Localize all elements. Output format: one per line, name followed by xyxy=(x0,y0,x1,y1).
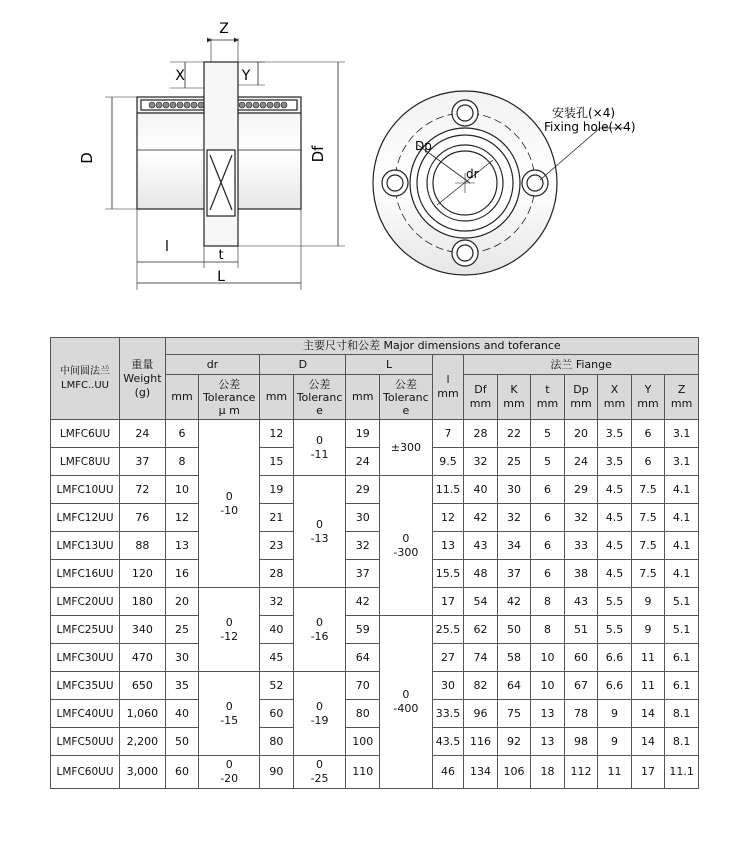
cell-X: 6.6 xyxy=(598,644,632,672)
col-X-unit: mm xyxy=(603,397,626,410)
col-l xyxy=(432,355,463,420)
tol-D-5 xyxy=(293,756,346,789)
cell-model: LMFC6UU xyxy=(51,420,120,448)
cell-weight: 3,000 xyxy=(120,756,166,789)
table-row xyxy=(51,756,699,789)
dimensions-table xyxy=(50,337,699,789)
cell-Df: 48 xyxy=(464,560,498,588)
model-header xyxy=(51,338,120,420)
col-dr-tol xyxy=(199,375,260,420)
col-dr-mm: mm xyxy=(165,375,199,420)
cell-l: 25.5 xyxy=(432,616,463,644)
tol-D-4-upper: 0 xyxy=(316,699,324,713)
cell-Df: 96 xyxy=(464,700,498,728)
table-row xyxy=(51,616,699,644)
cell-K: 30 xyxy=(497,476,531,504)
cell-model: LMFC8UU xyxy=(51,448,120,476)
cell-dr: 13 xyxy=(165,532,199,560)
annotation-en: Fixing hole(×4) xyxy=(544,120,636,134)
cell-weight: 72 xyxy=(120,476,166,504)
tol-D-3-lower: -16 xyxy=(310,629,329,643)
cell-X: 11 xyxy=(598,756,632,789)
cell-t: 8 xyxy=(531,588,565,616)
col-l-unit: mm xyxy=(437,387,459,400)
tol-D-5-lower: -25 xyxy=(310,772,329,785)
label-dr: dr xyxy=(466,167,479,181)
side-view xyxy=(105,38,345,290)
cell-Z: 6.1 xyxy=(665,644,699,672)
tol-dr-3-upper: 0 xyxy=(225,699,233,713)
cell-Dp: 78 xyxy=(564,700,598,728)
cell-t: 18 xyxy=(531,756,565,789)
cell-weight: 24 xyxy=(120,420,166,448)
table-row xyxy=(51,476,699,504)
cell-weight: 76 xyxy=(120,504,166,532)
cell-Df: 40 xyxy=(464,476,498,504)
cell-dr: 20 xyxy=(165,588,199,616)
group-flange: 法兰 Fiange xyxy=(464,355,699,375)
label-d: D xyxy=(78,152,96,164)
cell-Dp: 20 xyxy=(564,420,598,448)
tol-dr-4-lower: -20 xyxy=(220,772,239,785)
cell-Y: 7.5 xyxy=(631,532,665,560)
cell-D: 21 xyxy=(260,504,294,532)
table-row xyxy=(51,588,699,616)
cell-model: LMFC35UU xyxy=(51,672,120,700)
col-D-mm: mm xyxy=(260,375,294,420)
cell-X: 4.5 xyxy=(598,532,632,560)
cell-K: 58 xyxy=(497,644,531,672)
col-l-name: l xyxy=(446,373,450,386)
col-t-name: t xyxy=(545,383,550,396)
cell-Df: 32 xyxy=(464,448,498,476)
group-D: D xyxy=(260,355,346,375)
cell-t: 6 xyxy=(531,504,565,532)
cell-weight: 340 xyxy=(120,616,166,644)
cell-model: LMFC30UU xyxy=(51,644,120,672)
tol-dr-4-upper: 0 xyxy=(225,758,233,771)
weight-header-cn: 重量 xyxy=(131,357,154,371)
cell-D: 90 xyxy=(260,756,294,789)
group-L: L xyxy=(346,355,432,375)
col-X xyxy=(598,375,632,420)
cell-Z: 5.1 xyxy=(665,588,699,616)
cell-D: 28 xyxy=(260,560,294,588)
cell-D: 23 xyxy=(260,532,294,560)
cell-t: 13 xyxy=(531,728,565,756)
tol-D-2 xyxy=(293,476,346,588)
cell-l: 43.5 xyxy=(432,728,463,756)
cell-model: LMFC50UU xyxy=(51,728,120,756)
tol-L-2-upper: 0 xyxy=(402,531,410,545)
cell-Y: 9 xyxy=(631,616,665,644)
cell-L: 80 xyxy=(346,700,380,728)
cell-t: 10 xyxy=(531,644,565,672)
cell-Df: 134 xyxy=(464,756,498,789)
cell-model: LMFC16UU xyxy=(51,560,120,588)
cell-Dp: 112 xyxy=(564,756,598,789)
tol-dr-1-lower: -10 xyxy=(220,503,239,517)
label-t: t xyxy=(218,248,224,263)
tol-L-1 xyxy=(379,420,432,476)
tol-dr-2-lower: -12 xyxy=(220,629,239,643)
cell-X: 9 xyxy=(598,700,632,728)
col-K-name: K xyxy=(510,383,518,396)
cell-L: 100 xyxy=(346,728,380,756)
col-L-tol xyxy=(379,375,432,420)
col-Dp xyxy=(564,375,598,420)
col-Dp-name: Dp xyxy=(573,383,589,396)
cell-l: 17 xyxy=(432,588,463,616)
cell-model: LMFC12UU xyxy=(51,504,120,532)
cell-model: LMFC40UU xyxy=(51,700,120,728)
table-row xyxy=(51,504,699,532)
cell-L: 59 xyxy=(346,616,380,644)
annotation-cn: 安装孔(×4) xyxy=(552,106,616,120)
cell-dr: 50 xyxy=(165,728,199,756)
group-dr: dr xyxy=(165,355,259,375)
cell-l: 33.5 xyxy=(432,700,463,728)
cell-Dp: 43 xyxy=(564,588,598,616)
tol-D-3 xyxy=(293,588,346,672)
tol-L-en2: e xyxy=(402,403,410,417)
cell-weight: 1,060 xyxy=(120,700,166,728)
tol-dr-1 xyxy=(199,420,260,588)
cell-dr: 35 xyxy=(165,672,199,700)
cell-Df: 82 xyxy=(464,672,498,700)
dimensions-table-wrap xyxy=(50,337,699,789)
cell-Df: 42 xyxy=(464,504,498,532)
cell-dr: 40 xyxy=(165,700,199,728)
cell-Y: 9 xyxy=(631,588,665,616)
label-y: Y xyxy=(241,68,251,84)
cell-weight: 88 xyxy=(120,532,166,560)
cell-Dp: 60 xyxy=(564,644,598,672)
cell-Y: 6 xyxy=(631,420,665,448)
cell-X: 4.5 xyxy=(598,504,632,532)
cell-D: 19 xyxy=(260,476,294,504)
cell-D: 40 xyxy=(260,616,294,644)
col-Df-unit: mm xyxy=(469,397,492,410)
cell-l: 13 xyxy=(432,532,463,560)
cell-K: 32 xyxy=(497,504,531,532)
cell-Z: 3.1 xyxy=(665,448,699,476)
cell-L: 32 xyxy=(346,532,380,560)
col-Y-unit: mm xyxy=(637,397,659,410)
technical-drawing xyxy=(0,0,750,330)
cell-X: 3.5 xyxy=(598,448,632,476)
cell-D: 45 xyxy=(260,644,294,672)
table-row xyxy=(51,672,699,700)
cell-dr: 10 xyxy=(165,476,199,504)
table-row xyxy=(51,532,699,560)
cell-D: 12 xyxy=(260,420,294,448)
cell-dr: 12 xyxy=(165,504,199,532)
tol-D-en2: e xyxy=(316,403,323,417)
cell-X: 9 xyxy=(598,728,632,756)
cell-t: 13 xyxy=(531,700,565,728)
table-row xyxy=(51,560,699,588)
col-L-mm: mm xyxy=(346,375,380,420)
cell-X: 3.5 xyxy=(598,420,632,448)
cell-Y: 7.5 xyxy=(631,560,665,588)
cell-D: 15 xyxy=(260,448,294,476)
cell-model: LMFC13UU xyxy=(51,532,120,560)
cell-X: 5.5 xyxy=(598,616,632,644)
cell-Df: 74 xyxy=(464,644,498,672)
cell-Dp: 29 xyxy=(564,476,598,504)
col-Z-unit: mm xyxy=(670,397,693,410)
tol-D-4-lower: -19 xyxy=(310,713,329,727)
cell-weight: 470 xyxy=(120,644,166,672)
cell-l: 30 xyxy=(432,672,463,700)
col-Df xyxy=(464,375,498,420)
cell-dr: 30 xyxy=(165,644,199,672)
cell-weight: 180 xyxy=(120,588,166,616)
model-header-en: LMFC..UU xyxy=(61,379,109,391)
cell-t: 6 xyxy=(531,476,565,504)
cell-L: 64 xyxy=(346,644,380,672)
col-Z xyxy=(665,375,699,420)
cell-L: 30 xyxy=(346,504,380,532)
tol-dr-cn: 公差 xyxy=(218,377,241,391)
cell-D: 52 xyxy=(260,672,294,700)
cell-Dp: 33 xyxy=(564,532,598,560)
cell-l: 9.5 xyxy=(432,448,463,476)
table-row xyxy=(51,644,699,672)
cell-Dp: 24 xyxy=(564,448,598,476)
cell-dr: 8 xyxy=(165,448,199,476)
tol-D-3-upper: 0 xyxy=(316,615,324,629)
cell-weight: 37 xyxy=(120,448,166,476)
cell-L: 42 xyxy=(346,588,380,616)
cell-Dp: 98 xyxy=(564,728,598,756)
tol-dr-2 xyxy=(199,588,260,672)
cell-Z: 6.1 xyxy=(665,672,699,700)
table-row xyxy=(51,728,699,756)
cell-K: 25 xyxy=(497,448,531,476)
cell-K: 64 xyxy=(497,672,531,700)
cell-K: 42 xyxy=(497,588,531,616)
cell-D: 32 xyxy=(260,588,294,616)
cell-Y: 14 xyxy=(631,700,665,728)
cell-K: 92 xyxy=(497,728,531,756)
cell-X: 5.5 xyxy=(598,588,632,616)
weight-header-en: Weight xyxy=(123,371,162,385)
col-Dp-unit: mm xyxy=(570,397,592,410)
label-x: X xyxy=(175,68,185,84)
tol-dr-2-upper: 0 xyxy=(225,615,233,629)
cell-dr: 25 xyxy=(165,616,199,644)
cell-Y: 7.5 xyxy=(631,476,665,504)
cell-l: 11.5 xyxy=(432,476,463,504)
cell-t: 10 xyxy=(531,672,565,700)
cell-Dp: 38 xyxy=(564,560,598,588)
tol-dr-3-lower: -15 xyxy=(220,713,239,727)
cell-K: 22 xyxy=(497,420,531,448)
cell-X: 6.6 xyxy=(598,672,632,700)
cell-Df: 28 xyxy=(464,420,498,448)
label-dp: Dp xyxy=(415,139,432,153)
col-Df-name: Df xyxy=(474,383,487,396)
col-K xyxy=(497,375,531,420)
cell-t: 6 xyxy=(531,532,565,560)
cell-Y: 6 xyxy=(631,448,665,476)
cell-weight: 2,200 xyxy=(120,728,166,756)
cell-dr: 16 xyxy=(165,560,199,588)
cell-model: LMFC25UU xyxy=(51,616,120,644)
tol-L-3-lower: -400 xyxy=(393,702,419,715)
cell-t: 5 xyxy=(531,420,565,448)
cell-X: 4.5 xyxy=(598,476,632,504)
tol-D-2-lower: -13 xyxy=(310,531,329,545)
cell-Y: 11 xyxy=(631,672,665,700)
cell-Z: 4.1 xyxy=(665,532,699,560)
cell-L: 24 xyxy=(346,448,380,476)
tol-dr-4 xyxy=(199,756,260,789)
cell-Z: 11.1 xyxy=(665,756,699,789)
cell-K: 37 xyxy=(497,560,531,588)
cell-t: 6 xyxy=(531,560,565,588)
cell-model: LMFC60UU xyxy=(51,756,120,789)
col-D-tol xyxy=(293,375,346,420)
cell-Y: 14 xyxy=(631,728,665,756)
cell-Dp: 67 xyxy=(564,672,598,700)
label-df: Df xyxy=(309,145,327,163)
cell-weight: 650 xyxy=(120,672,166,700)
cell-X: 4.5 xyxy=(598,560,632,588)
cell-Z: 8.1 xyxy=(665,728,699,756)
tol-dr-1-upper: 0 xyxy=(225,489,233,503)
cell-l: 15.5 xyxy=(432,560,463,588)
drawing-svg xyxy=(0,0,750,330)
cell-K: 34 xyxy=(497,532,531,560)
cell-dr: 60 xyxy=(165,756,199,789)
cell-dr: 6 xyxy=(165,420,199,448)
tol-L-2-lower: -300 xyxy=(393,545,419,559)
tol-L-3 xyxy=(379,616,432,789)
col-t xyxy=(531,375,565,420)
tol-dr-3 xyxy=(199,672,260,756)
tol-D-en: Toleranc xyxy=(296,390,343,404)
label-l-small: l xyxy=(165,239,169,255)
table-title: 主要尺寸和公差 Major dimensions and toferance xyxy=(165,338,698,355)
tol-L-cn: 公差 xyxy=(394,377,417,391)
cell-Z: 8.1 xyxy=(665,700,699,728)
label-l-big: L xyxy=(217,269,225,285)
model-header-cn: 中间圆法兰 xyxy=(60,365,111,377)
cell-model: LMFC10UU xyxy=(51,476,120,504)
weight-header-unit: (g) xyxy=(134,385,151,399)
col-Z-name: Z xyxy=(677,383,686,396)
cell-Z: 4.1 xyxy=(665,476,699,504)
col-Y xyxy=(631,375,665,420)
cell-Df: 62 xyxy=(464,616,498,644)
table-row xyxy=(51,448,699,476)
cell-Z: 5.1 xyxy=(665,616,699,644)
cell-Dp: 51 xyxy=(564,616,598,644)
label-z: Z xyxy=(219,21,229,37)
tol-D-5-upper: 0 xyxy=(316,758,324,771)
tol-D-1-lower: -11 xyxy=(310,447,329,461)
cell-weight: 120 xyxy=(120,560,166,588)
tol-L-3-upper: 0 xyxy=(402,688,410,701)
cell-L: 29 xyxy=(346,476,380,504)
cell-Df: 54 xyxy=(464,588,498,616)
col-K-unit: mm xyxy=(503,397,525,410)
cell-t: 5 xyxy=(531,448,565,476)
table-row xyxy=(51,420,699,448)
cell-Z: 4.1 xyxy=(665,560,699,588)
tol-D-cn: 公差 xyxy=(308,377,331,391)
cell-l: 7 xyxy=(432,420,463,448)
cell-D: 60 xyxy=(260,700,294,728)
cell-Z: 3.1 xyxy=(665,420,699,448)
cell-D: 80 xyxy=(260,728,294,756)
cell-model: LMFC20UU xyxy=(51,588,120,616)
cell-L: 70 xyxy=(346,672,380,700)
table-row xyxy=(51,700,699,728)
cell-L: 19 xyxy=(346,420,380,448)
cell-Y: 7.5 xyxy=(631,504,665,532)
cell-K: 50 xyxy=(497,616,531,644)
cell-Df: 43 xyxy=(464,532,498,560)
cell-l: 12 xyxy=(432,504,463,532)
tol-D-1 xyxy=(293,420,346,476)
tol-D-4 xyxy=(293,672,346,756)
cell-Dp: 32 xyxy=(564,504,598,532)
cell-L: 110 xyxy=(346,756,380,789)
tol-L-1-value: ±300 xyxy=(390,440,421,454)
cell-L: 37 xyxy=(346,560,380,588)
cell-K: 106 xyxy=(497,756,531,789)
tol-L-en: Toleranc xyxy=(383,390,429,404)
tol-D-1-upper: 0 xyxy=(316,433,324,447)
cell-Df: 116 xyxy=(464,728,498,756)
tol-L-2 xyxy=(379,476,432,616)
cell-Z: 4.1 xyxy=(665,504,699,532)
col-t-unit: mm xyxy=(536,397,559,410)
cell-Y: 11 xyxy=(631,644,665,672)
cell-l: 27 xyxy=(432,644,463,672)
cell-Y: 17 xyxy=(631,756,665,789)
tol-D-2-upper: 0 xyxy=(316,517,324,531)
cell-t: 8 xyxy=(531,616,565,644)
cell-l: 46 xyxy=(432,756,463,789)
cell-K: 75 xyxy=(497,700,531,728)
tol-dr-en: Tolerance xyxy=(202,390,256,404)
col-Y-name: Y xyxy=(644,383,652,396)
weight-header xyxy=(120,338,166,420)
col-X-name: X xyxy=(610,383,619,396)
tol-dr-unit: μ m xyxy=(218,403,240,417)
